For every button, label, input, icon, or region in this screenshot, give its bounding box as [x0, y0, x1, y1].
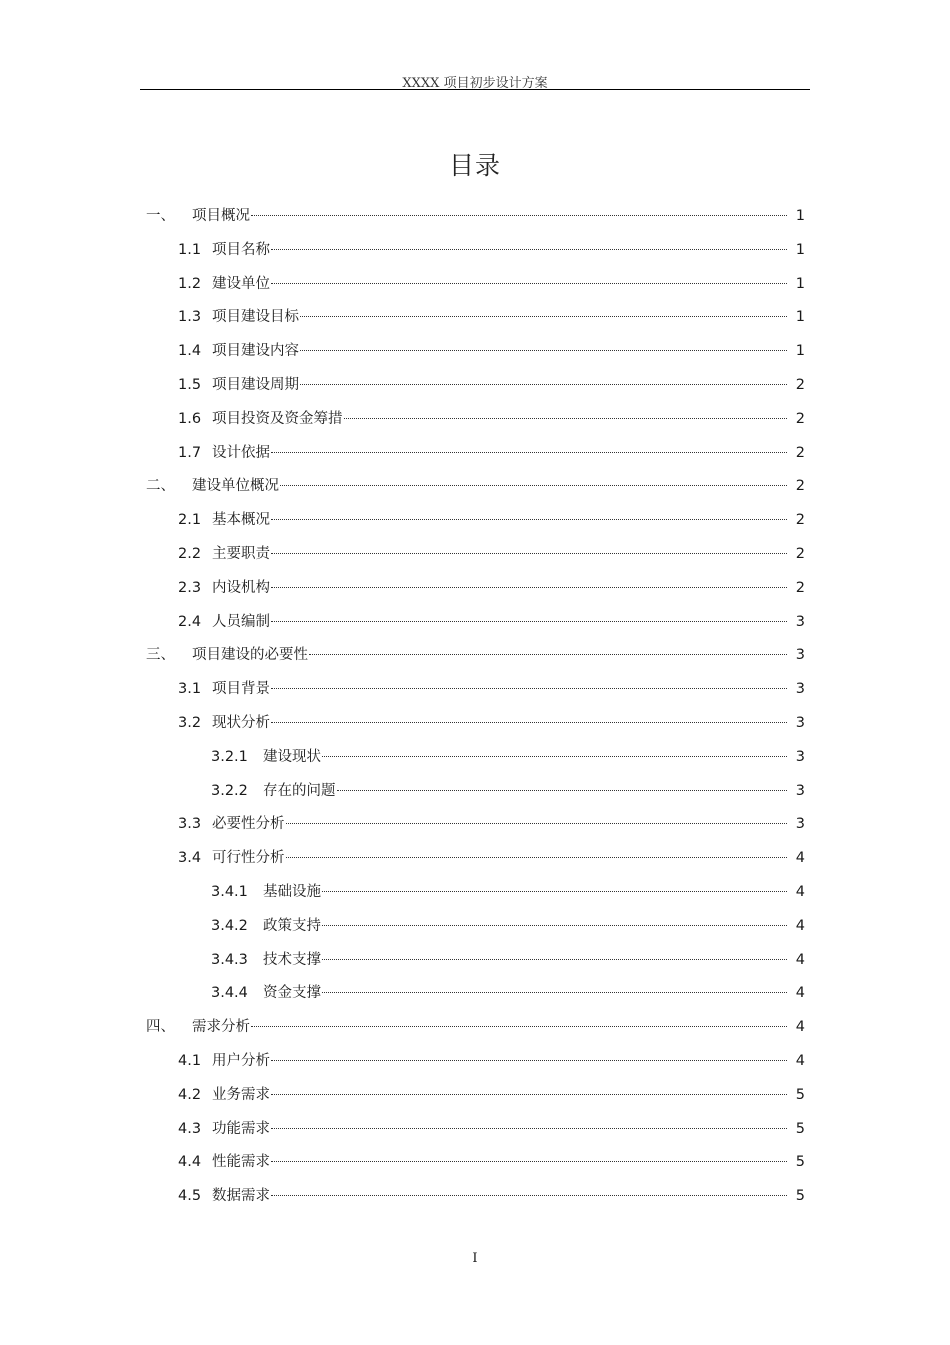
toc-dot-leader: [251, 1026, 787, 1027]
toc-entry-page: 2: [795, 579, 805, 596]
toc-entry-page: 4: [795, 1053, 805, 1069]
toc-entry-number: 1.2: [178, 275, 202, 292]
toc-dot-leader: [251, 215, 787, 216]
toc-dot-leader: [271, 553, 787, 554]
toc-entry-number: 一、: [146, 208, 175, 224]
toc-entry[interactable]: [178, 678, 805, 700]
toc-entry-title: 项目投资及资金筹措: [212, 410, 343, 427]
toc-entry-page: 5: [795, 1086, 805, 1103]
toc-entry-title: 设计依据: [212, 444, 270, 461]
toc-entry-number: 3.4.4: [211, 985, 248, 1002]
toc-entry-page: 3: [795, 748, 805, 765]
toc-entry[interactable]: [178, 306, 805, 328]
toc-dot-leader: [271, 1060, 787, 1061]
toc-entry[interactable]: [178, 1084, 805, 1106]
toc-entry-number: 二、: [146, 478, 175, 495]
toc-entry[interactable]: [178, 847, 805, 869]
toc-entry-title: 性能需求: [212, 1154, 270, 1171]
toc-entry-page: 4: [795, 884, 805, 900]
toc-entry-title: 项目建设周期: [212, 377, 299, 393]
toc-entry-number: 2.3: [178, 579, 202, 596]
toc-dot-leader: [271, 452, 787, 453]
toc-entry[interactable]: [211, 982, 805, 1004]
toc-entry-title: 政策支持: [263, 917, 321, 934]
toc-entry-page: 1: [795, 208, 805, 224]
toc-entry-number: 1.1: [178, 241, 202, 258]
toc-dot-leader: [271, 621, 787, 622]
toc-dot-leader: [271, 688, 787, 689]
toc-entry-title: 用户分析: [212, 1053, 270, 1069]
toc-entry-number: 4.4: [178, 1154, 202, 1171]
toc-entry-number: 1.4: [178, 343, 202, 360]
toc-entry-page: 3: [795, 647, 805, 664]
toc-entry-page: 3: [795, 816, 805, 833]
toc-dot-leader: [322, 992, 787, 993]
toc-dot-leader: [322, 891, 787, 892]
toc-entry-title: 人员编制: [212, 613, 270, 630]
toc-entry[interactable]: [178, 543, 805, 565]
toc-entry-title: 主要职责: [212, 546, 270, 562]
toc-entry[interactable]: [211, 881, 805, 903]
toc-entry-title: 项目背景: [212, 681, 270, 698]
toc-entry-page: 5: [795, 1188, 805, 1205]
toc-entry-page: 3: [795, 613, 805, 630]
toc-entry-page: 1: [795, 241, 805, 258]
toc-entry-number: 3.4.2: [211, 917, 248, 934]
toc-entry[interactable]: [178, 577, 805, 599]
toc-entry-page: 2: [795, 377, 805, 393]
toc-entry-page: 2: [795, 478, 805, 495]
toc-entry-page: 3: [795, 782, 805, 799]
toc-entry-page: 2: [795, 410, 805, 427]
toc-entry[interactable]: [178, 712, 805, 734]
toc-entry-page: 2: [795, 444, 805, 461]
toc-entry-title: 项目名称: [212, 241, 270, 258]
toc-entry-page: 3: [795, 681, 805, 698]
toc-entry-title: 项目建设的必要性: [192, 647, 308, 664]
toc-entry[interactable]: [146, 475, 805, 497]
toc-entry[interactable]: [178, 374, 805, 396]
toc-entry-page: 5: [795, 1120, 805, 1137]
toc-dot-leader: [271, 1161, 787, 1162]
toc-entry-number: 4.2: [178, 1086, 202, 1103]
toc-entry-number: 1.5: [178, 377, 202, 393]
toc-entry-title: 存在的问题: [263, 782, 336, 799]
toc-dot-leader: [271, 1195, 787, 1196]
toc-entry-page: 4: [795, 850, 805, 867]
toc-entry-page: 4: [795, 917, 805, 934]
toc-entry-title: 建设单位: [212, 275, 270, 292]
toc-entry-title: 项目建设目标: [212, 309, 299, 326]
toc-dot-leader: [280, 485, 787, 486]
toc-entry[interactable]: [178, 273, 805, 295]
toc-dot-leader: [271, 519, 787, 520]
toc-entry-title: 建设单位概况: [192, 478, 279, 495]
toc-entry-number: 三、: [146, 647, 175, 664]
toc-entry-page: 1: [795, 309, 805, 326]
toc-entry[interactable]: [178, 1118, 805, 1140]
running-header: XXXX 项目初步设计方案: [402, 76, 548, 91]
toc-entry-number: 3.2: [178, 715, 202, 731]
toc-dot-leader: [300, 316, 787, 317]
toc-entry[interactable]: [211, 780, 805, 802]
toc-entry-page: 2: [795, 546, 805, 562]
toc-entry-page: 2: [795, 512, 805, 529]
toc-entry-title: 基础设施: [263, 884, 321, 900]
toc-entry-number: 4.5: [178, 1188, 202, 1205]
toc-entry[interactable]: [178, 408, 805, 430]
toc-entry-title: 功能需求: [212, 1120, 270, 1137]
toc-entry-number: 3.1: [178, 681, 202, 698]
toc-entry[interactable]: [178, 442, 805, 464]
toc-entry[interactable]: [178, 509, 805, 531]
toc-dot-leader: [322, 756, 787, 757]
toc-entry-number: 4.1: [178, 1053, 202, 1069]
toc-entry-title: 资金支撑: [263, 985, 321, 1002]
toc-entry-number: 3.2.1: [211, 748, 248, 765]
toc-entry-title: 技术支撑: [263, 951, 321, 968]
toc-dot-leader: [286, 823, 788, 824]
toc-entry-page: 4: [795, 985, 805, 1002]
toc-entry-title: 项目建设内容: [212, 343, 299, 360]
toc-dot-leader: [271, 1128, 787, 1129]
toc-entry-page: 1: [795, 343, 805, 360]
toc-entry-number: 3.4.1: [211, 884, 248, 900]
toc-entry-page: 4: [795, 951, 805, 968]
toc-entry-number: 1.3: [178, 309, 202, 326]
toc-entry[interactable]: [178, 813, 805, 835]
toc-entry-number: 1.7: [178, 444, 202, 461]
toc-entry-title: 项目概况: [192, 208, 250, 224]
toc-entry[interactable]: [178, 239, 805, 261]
toc-entry-number: 1.6: [178, 410, 202, 427]
header-divider: [140, 89, 810, 90]
toc-entry-page: 3: [795, 715, 805, 731]
toc-entry-title: 可行性分析: [212, 850, 285, 867]
toc-entry-number: 2.1: [178, 512, 202, 529]
toc-dot-leader: [271, 249, 787, 250]
toc-entry-number: 3.4.3: [211, 951, 248, 968]
toc-dot-leader: [271, 283, 787, 284]
toc-entry[interactable]: [211, 949, 805, 971]
toc-entry-number: 3.2.2: [211, 782, 248, 799]
toc-entry[interactable]: [146, 1016, 805, 1038]
toc-entry[interactable]: [178, 1151, 805, 1173]
toc-entry-number: 2.2: [178, 546, 202, 562]
toc-dot-leader: [322, 925, 787, 926]
toc-dot-leader: [322, 959, 787, 960]
toc-entry[interactable]: [178, 340, 805, 362]
toc-entry-title: 现状分析: [212, 715, 270, 731]
toc-dot-leader: [286, 857, 788, 858]
toc-entry-title: 数据需求: [212, 1188, 270, 1205]
toc-entry-page: 1: [795, 275, 805, 292]
toc-entry-title: 必要性分析: [212, 816, 285, 833]
toc-dot-leader: [344, 418, 788, 419]
toc-dot-leader: [337, 790, 788, 791]
toc-entry[interactable]: [146, 644, 805, 666]
toc-entry-page: 4: [795, 1019, 805, 1036]
toc-entry[interactable]: [178, 1185, 805, 1207]
toc-entry[interactable]: [146, 205, 805, 227]
toc-entry-number: 2.4: [178, 613, 202, 630]
toc-entry-page: 5: [795, 1154, 805, 1171]
toc-entry-title: 内设机构: [212, 579, 270, 596]
toc-entry[interactable]: [211, 746, 805, 768]
toc-entry[interactable]: [178, 1050, 805, 1072]
toc-dot-leader: [309, 654, 787, 655]
toc-entry-number: 四、: [146, 1019, 175, 1036]
toc-entry[interactable]: [178, 611, 805, 633]
toc-dot-leader: [271, 1094, 787, 1095]
toc-entry[interactable]: [211, 915, 805, 937]
toc-entry-number: 3.4: [178, 850, 202, 867]
toc-entry-number: 4.3: [178, 1120, 202, 1137]
toc-entry-title: 需求分析: [192, 1019, 250, 1036]
toc-entry-title: 业务需求: [212, 1086, 270, 1103]
toc-dot-leader: [300, 350, 787, 351]
toc-dot-leader: [271, 722, 787, 723]
toc-dot-leader: [300, 384, 787, 385]
page-number: I: [472, 1251, 478, 1266]
toc-title: 目录: [448, 151, 501, 180]
toc-entry-title: 建设现状: [263, 748, 321, 765]
toc-entry-title: 基本概况: [212, 512, 270, 529]
toc-dot-leader: [271, 587, 787, 588]
toc-entry-number: 3.3: [178, 816, 202, 833]
